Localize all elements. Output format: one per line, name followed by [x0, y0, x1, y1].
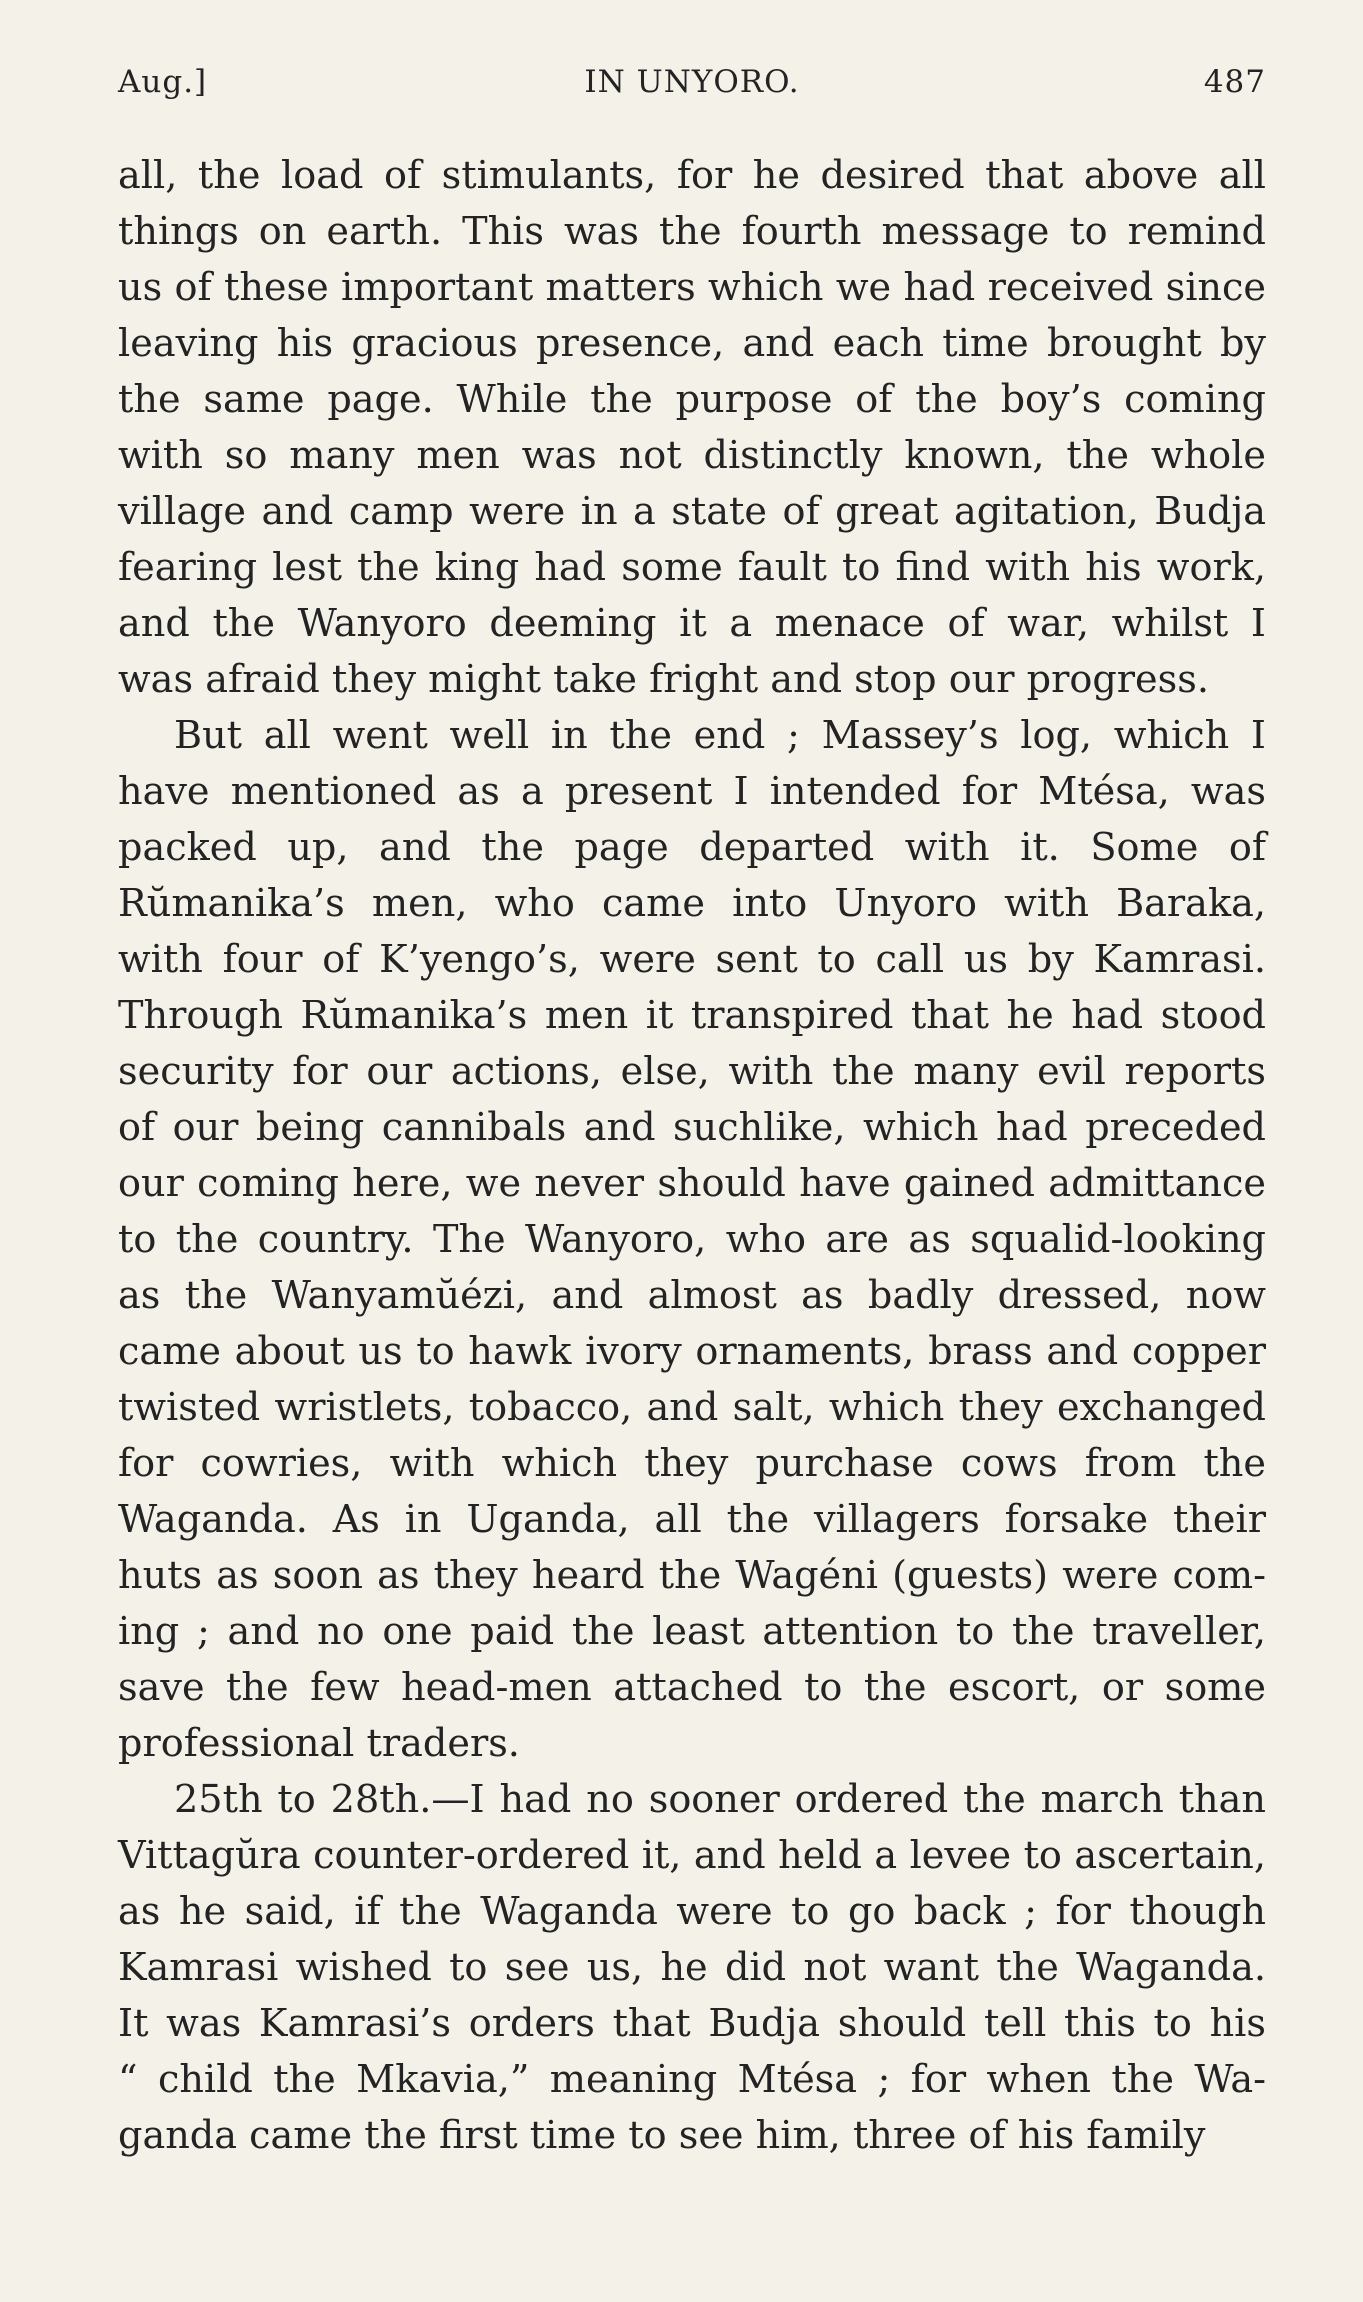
text-line: Through Rŭmanika’s men it transpired that he had stood: [118, 994, 1266, 1038]
text-line: came about us to hawk ivory ornaments, brass and copper: [118, 1330, 1266, 1374]
running-head-left: Aug.]: [118, 64, 208, 100]
running-head: [118, 64, 1266, 114]
text-line: village and camp were in a state of great agitation, Budja: [118, 490, 1266, 534]
paragraph: [118, 1772, 1266, 2164]
text-line: and the Wanyoro deeming it a menace of war, whilst I: [118, 602, 1266, 646]
text-line: all, the load of stimulants, for he desired that above all: [118, 154, 1266, 198]
text-line: as he said, if the Waganda were to go back ; for though: [118, 1890, 1266, 1934]
text-line: to the country. The Wanyoro, who are as squalid-looking: [118, 1218, 1266, 1262]
text-line: professional traders.: [118, 1722, 520, 1766]
paragraph: [118, 708, 1266, 1772]
text-line: Kamrasi wished to see us, he did not want the Waganda.: [118, 1946, 1266, 1990]
text-line: But all went well in the end ; Massey’s log, which I: [174, 714, 1266, 758]
text-line: with four of K’yengo’s, were sent to call us by Kamrasi.: [118, 938, 1266, 982]
text-line: ing ; and no one paid the least attention to the traveller,: [118, 1610, 1266, 1654]
text-line: security for our actions, else, with the many evil reports: [118, 1050, 1266, 1094]
text-line: things on earth. This was the fourth message to remind: [118, 210, 1266, 254]
running-head-title: IN UNYORO.: [584, 64, 800, 100]
text-line: It was Kamrasi’s orders that Budja should tell this to his: [118, 2002, 1266, 2046]
text-line: leaving his gracious presence, and each time brought by: [118, 322, 1266, 366]
text-line: save the few head-men attached to the escort, or some: [118, 1666, 1266, 1710]
text-line: our coming here, we never should have gained admittance: [118, 1162, 1266, 1206]
text-line: twisted wristlets, tobacco, and salt, which they exchanged: [118, 1386, 1266, 1430]
text-line: “ child the Mkavia,” meaning Mtésa ; for when the Wa-: [118, 2058, 1266, 2102]
text-line: Waganda. As in Uganda, all the villagers forsake their: [118, 1498, 1266, 1542]
text-line: of our being cannibals and suchlike, which had preceded: [118, 1106, 1266, 1150]
text-line: ganda came the first time to see him, three of his family: [118, 2114, 1206, 2158]
text-line: the same page. While the purpose of the boy’s coming: [118, 378, 1266, 422]
text-line: fearing lest the king had some fault to find with his work,: [118, 546, 1266, 590]
text-line: as the Wanyamŭézi, and almost as badly dressed, now: [118, 1274, 1266, 1318]
text-line: huts as soon as they heard the Wagéni (guests) were com-: [118, 1554, 1266, 1598]
text-line: with so many men was not distinctly known, the whole: [118, 434, 1266, 478]
body-text: [118, 148, 1266, 2164]
paragraph: [118, 148, 1266, 708]
text-line: for cowries, with which they purchase cows from the: [118, 1442, 1266, 1486]
page-number: 487: [1203, 64, 1266, 100]
text-line: us of these important matters which we had received since: [118, 266, 1266, 310]
text-line: have mentioned as a present I intended for Mtésa, was: [118, 770, 1266, 814]
text-line: packed up, and the page departed with it. Some of: [118, 826, 1266, 870]
text-line: Vittagŭra counter-ordered it, and held a levee to ascertain,: [118, 1834, 1266, 1878]
text-line: Rŭmanika’s men, who came into Unyoro with Baraka,: [118, 882, 1266, 926]
text-line: 25th to 28th.—I had no sooner ordered the march than: [174, 1778, 1266, 1822]
text-line: was afraid they might take fright and stop our progress.: [118, 658, 1209, 702]
